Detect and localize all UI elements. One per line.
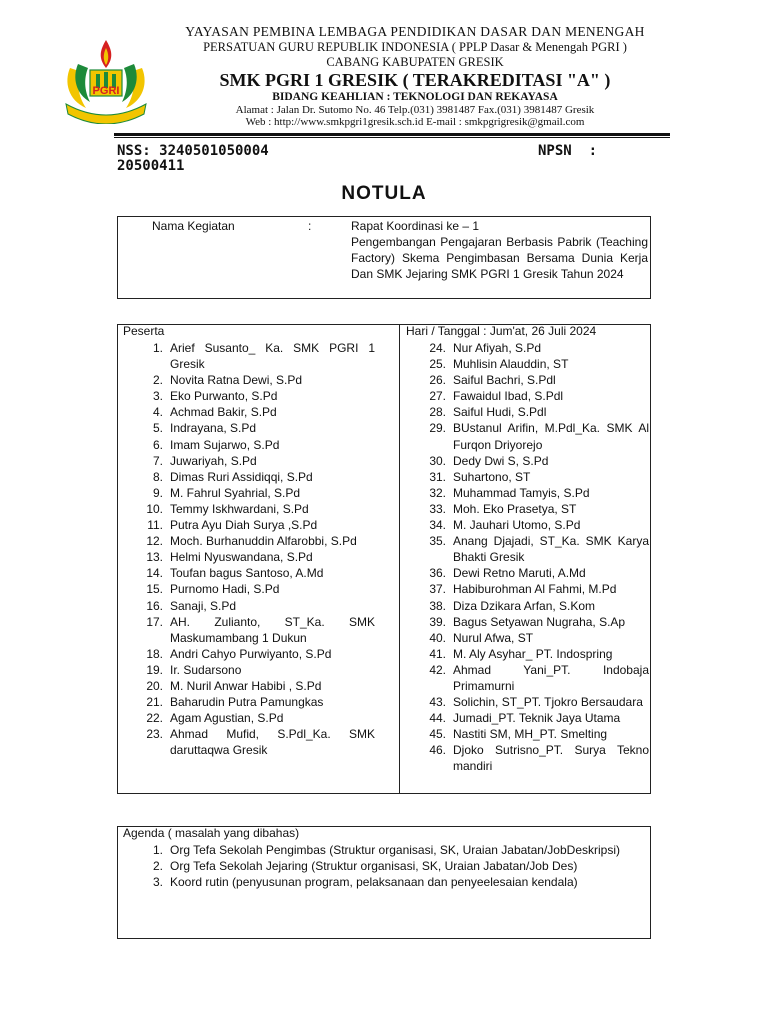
- participant-item: [123, 726, 375, 758]
- item-number: 39.: [429, 614, 446, 629]
- agenda-label: Agenda ( masalah yang dibahas): [123, 826, 300, 840]
- item-number: 37.: [429, 582, 446, 597]
- item-number: 34.: [429, 518, 446, 533]
- npsn-label: NPSN :: [538, 143, 598, 159]
- item-number: 10.: [146, 501, 163, 516]
- participant-item: [406, 726, 649, 742]
- item-text: Dimas Ruri Assidiqqi, S.Pd: [170, 469, 313, 484]
- participant-item: [123, 598, 375, 614]
- item-number: 17.: [146, 614, 163, 629]
- item-number: 1.: [152, 341, 163, 355]
- participant-item: [406, 581, 649, 597]
- item-text: Solichin, ST_PT. Tjokro Bersaudara: [453, 695, 643, 710]
- item-text: Suhartono, ST: [453, 469, 531, 484]
- participant-item: [123, 517, 375, 533]
- item-text: Achmad Bakir, S.Pd: [170, 405, 277, 420]
- item-number: 26.: [429, 373, 446, 388]
- agenda-list: [123, 842, 626, 890]
- item-text: Imam Sujarwo, S.Pd: [170, 437, 280, 452]
- participant-item: [123, 469, 375, 485]
- item-text: M. Fahrul Syahrial, S.Pd: [170, 485, 301, 500]
- nss-number: NSS: 3240501050004: [117, 143, 269, 159]
- participants-list-right: [406, 340, 649, 775]
- item-text: Temmy Iskhwardani, S.Pd: [170, 501, 309, 516]
- participant-item: [406, 646, 649, 662]
- foundation-name: YAYASAN PEMBINA LEMBAGA PENDIDIKAN DASAR DAN MENENGAH: [185, 24, 645, 39]
- letterhead-divider-thick: [114, 133, 670, 136]
- participant-item: [406, 517, 649, 533]
- item-text: Ahmad Yani_PT. Indobaja Primamurni: [453, 662, 649, 693]
- association-name: PERSATUAN GURU REPUBLIK INDONESIA ( PPLP Dasar & Menengah PGRI ): [203, 40, 627, 54]
- participant-item: [406, 662, 649, 694]
- participant-item: [406, 372, 649, 388]
- participant-item: [406, 501, 649, 517]
- item-number: 18.: [146, 646, 163, 661]
- item-text: Nastiti SM, MH_PT. Smelting: [453, 727, 608, 742]
- participant-item: [406, 356, 649, 372]
- item-text: Djoko Sutrisno_PT. Surya Tekno mandiri: [453, 743, 649, 774]
- column-divider: [399, 325, 400, 793]
- participant-item: [123, 420, 375, 436]
- participant-item: [123, 662, 375, 678]
- participant-item: [123, 614, 375, 646]
- item-text: Ir. Sudarsono: [170, 662, 242, 677]
- item-number: 14.: [146, 566, 163, 581]
- item-number: 30.: [429, 453, 446, 468]
- school-web-email: Web : http://www.smkpgri1gresik.sch.id E-mail : smkpgrigresik@gmail.com: [245, 116, 585, 128]
- item-number: 29.: [429, 421, 446, 436]
- agenda-box: [117, 826, 651, 939]
- item-number: 23.: [146, 727, 163, 742]
- agenda-item: [123, 842, 626, 858]
- participant-item: [406, 340, 649, 356]
- item-number: 7.: [152, 453, 163, 468]
- item-number: 19.: [146, 662, 163, 677]
- item-number: 9.: [152, 485, 163, 500]
- item-number: 11.: [147, 518, 163, 533]
- participant-item: [123, 694, 375, 710]
- item-text: Indrayana, S.Pd: [170, 421, 257, 436]
- participant-item: [123, 404, 375, 420]
- participant-item: [123, 533, 375, 549]
- participant-item: [406, 453, 649, 469]
- item-number: 35.: [429, 534, 446, 549]
- item-text: Org Tefa Sekolah Jejaring (Struktur organisasi, SK, Uraian Jabatan/Job Des): [170, 859, 578, 874]
- item-text: BUstanul Arifin, M.Pdl_Ka. SMK Al Furqon Driyorejo: [453, 421, 649, 452]
- item-text: Toufan bagus Santoso, A.Md: [170, 566, 324, 581]
- school-address: Alamat : Jalan Dr. Sutomo No. 46 Telp.(031) 3981487 Fax.(031) 3981487 Gresik: [235, 104, 595, 116]
- item-number: 8.: [152, 469, 163, 484]
- participant-item: [406, 694, 649, 710]
- item-text: Bagus Setyawan Nugraha, S.Ap: [453, 614, 626, 629]
- activity-meeting: Rapat Koordinasi ke – 1: [351, 219, 480, 233]
- item-number: 28.: [429, 405, 446, 420]
- participant-item: [123, 710, 375, 726]
- participant-item: [406, 420, 649, 452]
- branch-name: CABANG KABUPATEN GRESIK: [326, 55, 504, 69]
- participant-item: [406, 485, 649, 501]
- item-text: Andri Cahyo Purwiyanto, S.Pd: [170, 646, 332, 661]
- participant-item: [123, 388, 375, 404]
- item-text: Jumadi_PT. Teknik Jaya Utama: [453, 711, 621, 726]
- svg-text:PGRI: PGRI: [92, 85, 120, 97]
- participant-item: [123, 549, 375, 565]
- participant-item: [406, 469, 649, 485]
- item-number: 31.: [429, 469, 446, 484]
- item-number: 44.: [429, 711, 446, 726]
- item-number: 33.: [429, 501, 446, 516]
- item-number: 32.: [429, 485, 446, 500]
- participant-item: [406, 742, 649, 774]
- participant-item: [406, 710, 649, 726]
- item-text: M. Aly Asyhar_ PT. Indospring: [453, 646, 613, 661]
- item-number: 24.: [429, 341, 446, 355]
- activity-label: Nama Kegiatan: [152, 219, 235, 233]
- participant-item: [406, 388, 649, 404]
- item-text: Dedy Dwi S, S.Pd: [453, 453, 549, 468]
- letterhead-divider-thin: [114, 137, 670, 138]
- item-text: Saiful Hudi, S.Pdl: [453, 405, 547, 420]
- participants-list-left: [123, 340, 375, 758]
- participant-item: [406, 630, 649, 646]
- item-number: 36.: [429, 566, 446, 581]
- activity-box: [117, 216, 651, 299]
- item-text: Habiburohman Al Fahmi, M.Pd: [453, 582, 617, 597]
- item-text: Dewi Retno Maruti, A.Md: [453, 566, 586, 581]
- participant-item: [123, 437, 375, 453]
- item-number: 20.: [146, 678, 163, 693]
- participant-item: [123, 340, 375, 372]
- activity-description: Pengembangan Pengajaran Berbasis Pabrik (Teaching Factory) Skema Pengimbasan Bersama Dunia Kerja Dan SMK Jejaring SMK PGRI 1 Gresik Tahun 2024: [351, 235, 648, 282]
- agenda-item: [123, 874, 626, 890]
- item-text: Moch. Burhanuddin Alfarobbi, S.Pd: [170, 534, 357, 549]
- item-text: Sanaji, S.Pd: [170, 598, 237, 613]
- item-text: Putra Ayu Diah Surya ,S.Pd: [170, 518, 318, 533]
- item-number: 1.: [152, 843, 163, 857]
- participant-item: [123, 501, 375, 517]
- item-number: 6.: [152, 437, 163, 452]
- item-number: 15.: [146, 582, 163, 597]
- item-number: 21.: [146, 695, 163, 710]
- item-text: Muhammad Tamyis, S.Pd: [453, 485, 590, 500]
- participant-item: [123, 485, 375, 501]
- item-text: Helmi Nyuswandana, S.Pd: [170, 550, 313, 565]
- item-number: 41.: [429, 646, 446, 661]
- item-text: Agam Agustian, S.Pd: [170, 711, 284, 726]
- participant-item: [406, 533, 649, 565]
- item-number: 46.: [429, 743, 446, 758]
- item-text: Nur Afiyah, S.Pd: [453, 341, 542, 355]
- item-number: 40.: [429, 630, 446, 645]
- item-number: 38.: [429, 598, 446, 613]
- item-number: 27.: [429, 389, 446, 404]
- item-text: Eko Purwanto, S.Pd: [170, 389, 278, 404]
- item-number: 12.: [146, 534, 163, 549]
- item-number: 25.: [429, 357, 446, 372]
- item-number: 22.: [146, 711, 163, 726]
- item-number: 4.: [152, 405, 163, 420]
- npsn-number: 20500411: [117, 158, 185, 174]
- item-text: M. Jauhari Utomo, S.Pd: [453, 518, 581, 533]
- pgri-logo: [60, 38, 152, 124]
- participant-item: [123, 453, 375, 469]
- item-text: Novita Ratna Dewi, S.Pd: [170, 373, 303, 388]
- item-text: Koord rutin (penyusunan program, pelaksanaan dan penyeelesaian kendala): [170, 875, 578, 890]
- page-title: NOTULA: [341, 183, 427, 204]
- participant-item: [406, 598, 649, 614]
- participant-item: [406, 404, 649, 420]
- item-number: 43.: [429, 695, 446, 710]
- item-text: Arief Susanto_ Ka. SMK PGRI 1 Gresik: [170, 341, 375, 372]
- participant-item: [406, 614, 649, 630]
- item-number: 16.: [146, 598, 163, 613]
- item-text: Saiful Bachri, S.Pdl: [453, 373, 556, 388]
- participant-item: [406, 565, 649, 581]
- school-name: SMK PGRI 1 GRESIK ( TERAKREDITASI "A" ): [219, 70, 611, 90]
- item-text: Purnomo Hadi, S.Pd: [170, 582, 280, 597]
- participants-box: [117, 324, 651, 794]
- activity-colon: :: [308, 219, 312, 233]
- meeting-date: Hari / Tanggal : Jum'at, 26 Juli 2024: [406, 324, 597, 338]
- item-number: 2.: [152, 859, 163, 874]
- participant-item: [123, 646, 375, 662]
- item-number: 5.: [152, 421, 163, 436]
- participants-label: Peserta: [123, 324, 165, 338]
- item-text: AH. Zulianto, ST_Ka. SMK Maskumambang 1 Dukun: [170, 614, 375, 645]
- item-number: 13.: [146, 550, 163, 565]
- item-text: Muhlisin Alauddin, ST: [453, 357, 569, 372]
- item-number: 42.: [429, 662, 446, 677]
- agenda-item: [123, 858, 626, 874]
- item-text: Diza Dzikara Arfan, S.Kom: [453, 598, 596, 613]
- item-text: Moh. Eko Prasetya, ST: [453, 501, 577, 516]
- item-text: Fawaidul Ibad, S.Pdl: [453, 389, 564, 404]
- item-number: 45.: [429, 727, 446, 742]
- item-text: Nurul Afwa, ST: [453, 630, 534, 645]
- expertise-field: BIDANG KEAHLIAN : TEKNOLOGI DAN REKAYASA: [272, 91, 558, 103]
- item-text: Ahmad Mufid, S.Pdl_Ka. SMK daruttaqwa Gresik: [170, 727, 375, 758]
- item-number: 3.: [152, 389, 163, 404]
- participant-item: [123, 372, 375, 388]
- item-number: 3.: [152, 875, 163, 890]
- participant-item: [123, 581, 375, 597]
- item-text: Org Tefa Sekolah Pengimbas (Struktur organisasi, SK, Uraian Jabatan/JobDeskripsi): [170, 843, 620, 857]
- item-text: Anang Djajadi, ST_Ka. SMK Karya Bhakti Gresik: [453, 534, 649, 565]
- participant-item: [123, 565, 375, 581]
- item-text: M. Nuril Anwar Habibi , S.Pd: [170, 678, 322, 693]
- item-number: 2.: [152, 373, 163, 388]
- item-text: Baharudin Putra Pamungkas: [170, 695, 324, 710]
- item-text: Juwariyah, S.Pd: [170, 453, 257, 468]
- participant-item: [123, 678, 375, 694]
